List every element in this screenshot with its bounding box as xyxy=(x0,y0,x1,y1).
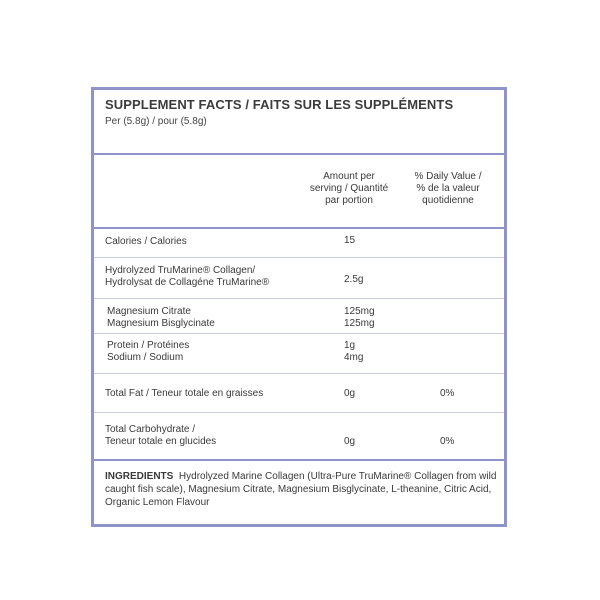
header-line: serving / Quantité xyxy=(309,183,389,194)
divider-row xyxy=(94,373,504,374)
daily-value-column-header xyxy=(398,171,498,207)
panel-header xyxy=(94,90,504,155)
nutrient-name-line: Sodium / Sodium xyxy=(107,352,184,363)
daily-value: 0% xyxy=(440,436,455,447)
header-line: % Daily Value / xyxy=(414,171,482,182)
nutrient-name-line: Hydrolysat de Collagéne TruMarine® xyxy=(105,277,270,288)
daily-value: 0% xyxy=(440,388,455,399)
nutrient-name xyxy=(105,424,216,448)
nutrient-name-line: Teneur totale en glucides xyxy=(105,436,217,447)
nutrient-amount xyxy=(344,436,355,448)
divider-header xyxy=(94,153,504,155)
divider-row xyxy=(94,257,504,258)
nutrient-name-line: Total Carbohydrate / xyxy=(105,424,196,435)
amount-value: 15 xyxy=(344,235,356,246)
amount-value: 0g xyxy=(344,436,356,447)
nutrient-daily-value xyxy=(440,436,454,448)
divider-row xyxy=(94,333,504,334)
nutrient-name-line: Hydrolyzed TruMarine® Collagen/ xyxy=(105,265,256,276)
nutrient-name-line: Total Fat / Teneur totale en graisses xyxy=(105,388,264,399)
panel-title: SUPPLEMENT FACTS / FAITS SUR LES SUPPLÉMENTS xyxy=(105,97,454,112)
nutrient-name xyxy=(105,236,187,248)
ingredients-label: INGREDIENTS xyxy=(105,471,174,482)
nutrient-daily-value xyxy=(440,388,454,400)
nutrient-name xyxy=(105,388,263,400)
ingredients-text: Hydrolyzed Marine Collagen (Ultra-Pure TruMarine® Collagen from wild caught fish scale), Magnesium Citrate, Magnesium Bisglycinate, L-theanine, Citric Acid, Organic Lemon Flavour xyxy=(105,471,497,508)
nutrient-name xyxy=(105,265,269,289)
header-line: Amount per xyxy=(323,171,375,182)
amount-value: 4mg xyxy=(344,352,364,363)
divider-row xyxy=(94,412,504,413)
amount-column-header xyxy=(294,171,404,207)
divider-row xyxy=(94,298,504,299)
amount-value: 2.5g xyxy=(344,274,364,285)
nutrient-amount xyxy=(344,306,375,330)
amount-value: 0g xyxy=(344,388,356,399)
header-line: par portion xyxy=(325,195,373,206)
nutrient-name-line: Protein / Protéines xyxy=(107,340,190,351)
nutrient-amount xyxy=(344,340,363,364)
nutrient-name-line: Magnesium Citrate xyxy=(107,306,191,317)
amount-value: 125mg xyxy=(344,306,375,317)
divider-columns xyxy=(94,227,504,229)
nutrient-name-line: Calories / Calories xyxy=(105,236,187,247)
supplement-facts-panel xyxy=(91,87,507,527)
amount-value: 1g xyxy=(344,340,356,351)
nutrient-amount xyxy=(344,274,363,286)
header-line: quotidienne xyxy=(422,195,474,206)
nutrient-amount xyxy=(344,388,355,400)
divider-ingredients xyxy=(94,459,504,461)
header-line: % de la valeur xyxy=(416,183,480,194)
ingredients-section xyxy=(105,470,497,509)
serving-size: Per (5.8g) / pour (5.8g) xyxy=(105,116,207,127)
nutrient-name xyxy=(107,306,215,330)
nutrient-name-line: Magnesium Bisglycinate xyxy=(107,318,215,329)
nutrient-name xyxy=(107,340,189,364)
amount-value: 125mg xyxy=(344,318,375,329)
nutrient-amount xyxy=(344,235,355,247)
